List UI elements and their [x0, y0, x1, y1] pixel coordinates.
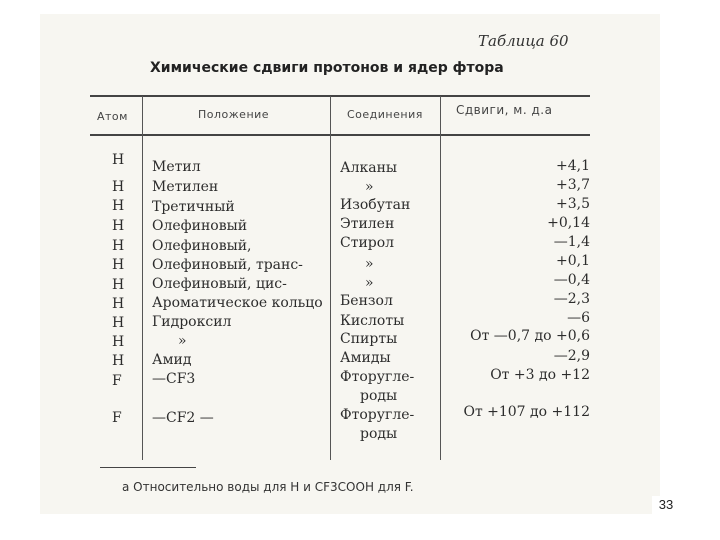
position-cell: Ароматическое кольцо	[152, 295, 323, 311]
compound-cell: »	[365, 275, 374, 291]
compound-cell: Этилен	[340, 216, 395, 232]
position-cell: Амид	[152, 352, 192, 368]
footnote-rule	[100, 467, 196, 468]
header-position: Положение	[198, 108, 270, 121]
shift-cell: +3,5	[556, 196, 590, 212]
atom-cell: F	[112, 410, 122, 426]
header-compounds: Соединения	[347, 108, 423, 121]
compound-cell: Кислоты	[340, 313, 405, 329]
header-atom: Атом	[97, 110, 128, 123]
position-cell: Олефиновый	[152, 218, 248, 234]
compound-cell: Фторугле-	[340, 407, 415, 423]
compound-cell: Алканы	[340, 160, 398, 176]
compound-cell: Фторугле-	[340, 369, 415, 385]
compound-cell: Изобутан	[340, 197, 411, 213]
position-cell: Олефиновый, транс-	[152, 257, 303, 273]
shift-cell: От +3 до +12	[490, 367, 590, 383]
atom-cell: H	[112, 257, 125, 273]
header-bottom-rule	[90, 134, 590, 136]
atom-cell: H	[112, 277, 125, 293]
atom-cell: F	[112, 373, 122, 389]
shift-cell: —2,9	[553, 348, 590, 364]
shift-cell: —2,3	[553, 291, 590, 307]
compound-cell: »	[365, 256, 374, 272]
position-cell: —CF3	[152, 371, 196, 387]
atom-cell: H	[112, 353, 125, 369]
header-shifts: Сдвиги, м. д.а	[456, 103, 553, 117]
atom-cell: H	[112, 152, 125, 168]
compound-cell: Амиды	[340, 350, 391, 366]
shift-cell: +4,1	[556, 158, 590, 174]
position-cell: Метил	[152, 159, 201, 175]
atom-cell: H	[112, 296, 125, 312]
position-cell: Олефиновый,	[152, 238, 252, 254]
table-title: Химические сдвиги протонов и ядер фтора	[150, 60, 504, 76]
header-top-rule	[90, 95, 590, 97]
shift-cell: От —0,7 до +0,6	[470, 328, 590, 344]
compound-cell: Стирол	[340, 235, 395, 251]
shift-cell: От +107 до +112	[463, 404, 590, 420]
atom-cell: H	[112, 315, 125, 331]
position-cell: —CF2 —	[152, 410, 214, 426]
position-cell: Метилен	[152, 179, 219, 195]
position-cell: Третичный	[152, 199, 235, 215]
compound-cell: Бензол	[340, 293, 393, 309]
atom-cell: H	[112, 198, 125, 214]
compound-cell-continued: роды	[360, 426, 398, 442]
footnote: а Относительно воды для H и CF3COOH для F.	[122, 480, 414, 494]
position-cell: Гидроксил	[152, 314, 232, 330]
shift-cell: —1,4	[553, 234, 590, 250]
table-caption: Таблица 60	[478, 32, 569, 50]
column-separator	[330, 96, 331, 460]
shift-cell: +0,14	[547, 215, 590, 231]
column-separator	[142, 96, 143, 460]
compound-cell: Спирты	[340, 331, 398, 347]
position-cell: »	[178, 333, 187, 349]
shift-cell: +3,7	[556, 177, 590, 193]
slide-number: 33	[652, 496, 680, 514]
atom-cell: H	[112, 334, 125, 350]
compound-cell: »	[365, 179, 374, 195]
position-cell: Олефиновый, цис-	[152, 276, 287, 292]
atom-cell: H	[112, 179, 125, 195]
atom-cell: H	[112, 238, 125, 254]
shift-cell: +0,1	[556, 253, 590, 269]
shift-cell: —6	[567, 310, 590, 326]
compound-cell-continued: роды	[360, 388, 398, 404]
atom-cell: H	[112, 218, 125, 234]
shift-cell: —0,4	[553, 272, 590, 288]
